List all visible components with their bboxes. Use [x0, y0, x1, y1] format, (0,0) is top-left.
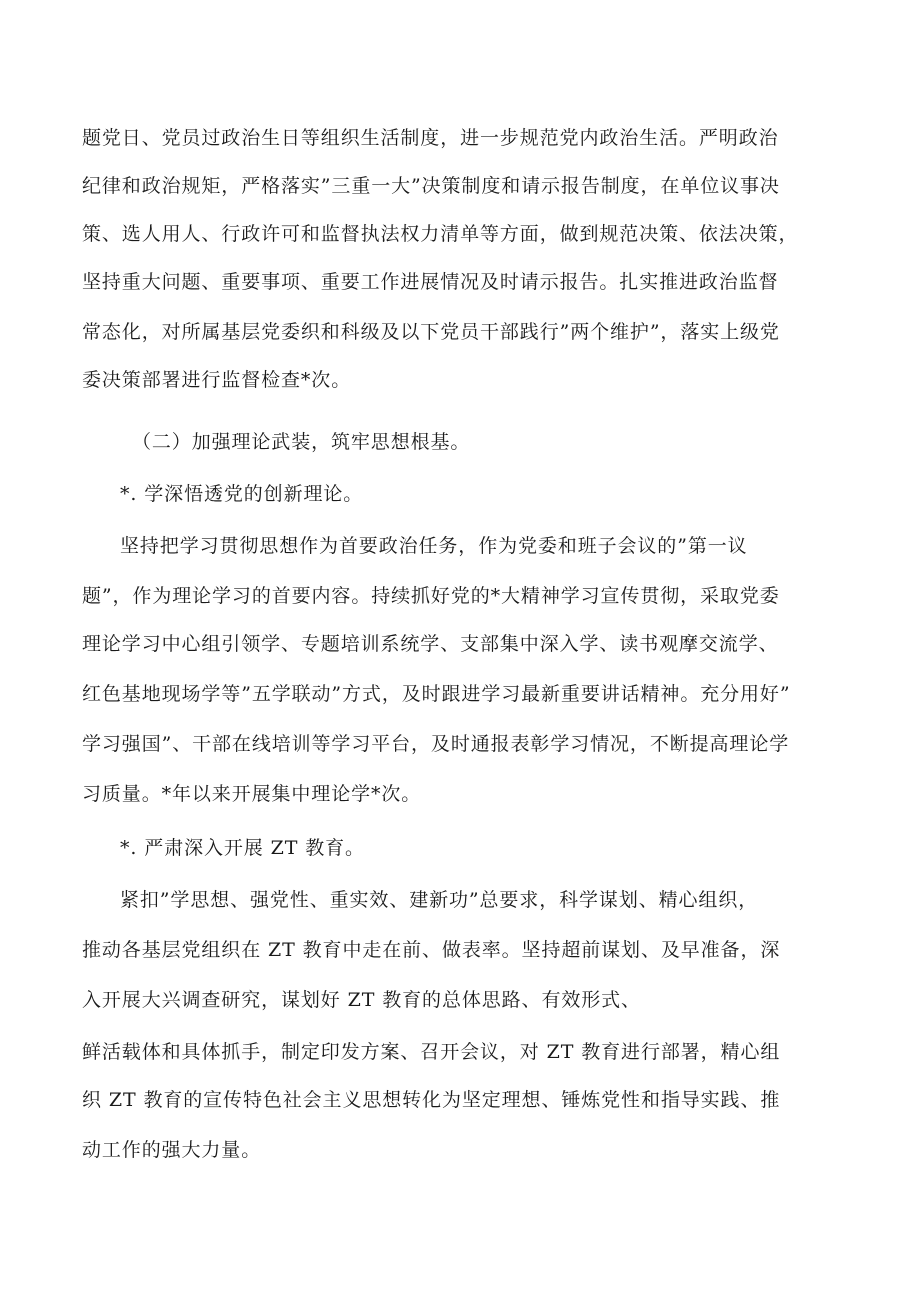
paragraph-3-line-2: 推动各基层党组织在 ZT 教育中走在前、做表率。坚持超前谋划、及早准备，深 [82, 939, 781, 961]
paragraph-3-line-3: 入开展大兴调查研究，谋划好 ZT 教育的总体思路、有效形式、 [82, 989, 641, 1011]
paragraph-2-line-1: 坚持把学习贯彻思想作为首要政治任务，作为党委和班子会议的”第一议 [120, 535, 748, 557]
paragraph-2-line-2: 题”，作为理论学习的首要内容。持续抓好党的*大精神学习宣传贯彻，采取党委 [82, 585, 780, 607]
paragraph-2-line-3: 理论学习中心组引领学、专题培训系统学、支部集中深入学、读书观摩交流学、 [82, 633, 779, 655]
paragraph-3-line-5: 织 ZT 教育的宣传特色社会主义思想转化为坚定理想、锤炼党性和指导实践、推 [82, 1089, 781, 1111]
paragraph-2-line-5: 学习强国”、干部在线培训等学习平台，及时通报表彰学习情况，不断提高理论学 [82, 733, 790, 755]
paragraph-1-line-6: 委决策部署进行监督检查*次。 [82, 369, 352, 391]
subheading-1: *. 学深悟透党的创新理论。 [120, 483, 364, 505]
paragraph-1-line-2: 纪律和政治规矩，严格落实”三重一大”决策制度和请示报告制度，在单位议事决 [82, 175, 780, 197]
subheading-2: *. 严肃深入开展 ZT 教育。 [120, 837, 365, 859]
paragraph-1-line-4: 坚持重大问题、重要事项、重要工作进展情况及时请示报告。扎实推进政治监督 [82, 271, 779, 293]
paragraph-1-line-5: 常态化，对所属基层党委织和科级及以下党员干部践行”两个维护”，落实上级党 [82, 321, 780, 343]
paragraph-3-line-4: 鲜活载体和具体抓手，制定印发方案、召开会议，对 ZT 教育进行部署，精心组 [82, 1041, 781, 1063]
paragraph-2-line-6: 习质量。*年以来开展集中理论学*次。 [82, 783, 422, 805]
paragraph-1-line-1: 题党日、党员过政治生日等组织生活制度，进一步规范党内政治生活。严明政治 [82, 127, 779, 149]
paragraph-2-line-4: 红色基地现场学等”五学联动”方式，及时跟进学习最新重要讲话精神。充分用好” [82, 683, 791, 705]
section-heading: （二）加强理论武装，筑牢思想根基。 [132, 431, 471, 453]
paragraph-1-line-3: 策、选人用人、行政许可和监督执法权力清单等方面，做到规范决策、依法决策， [82, 223, 799, 245]
paragraph-3-line-1: 紧扣”学思想、强党性、重实效、建新功”总要求，科学谋划、精心组织， [120, 889, 759, 911]
paragraph-3-line-6: 动工作的强大力量。 [82, 1139, 262, 1161]
